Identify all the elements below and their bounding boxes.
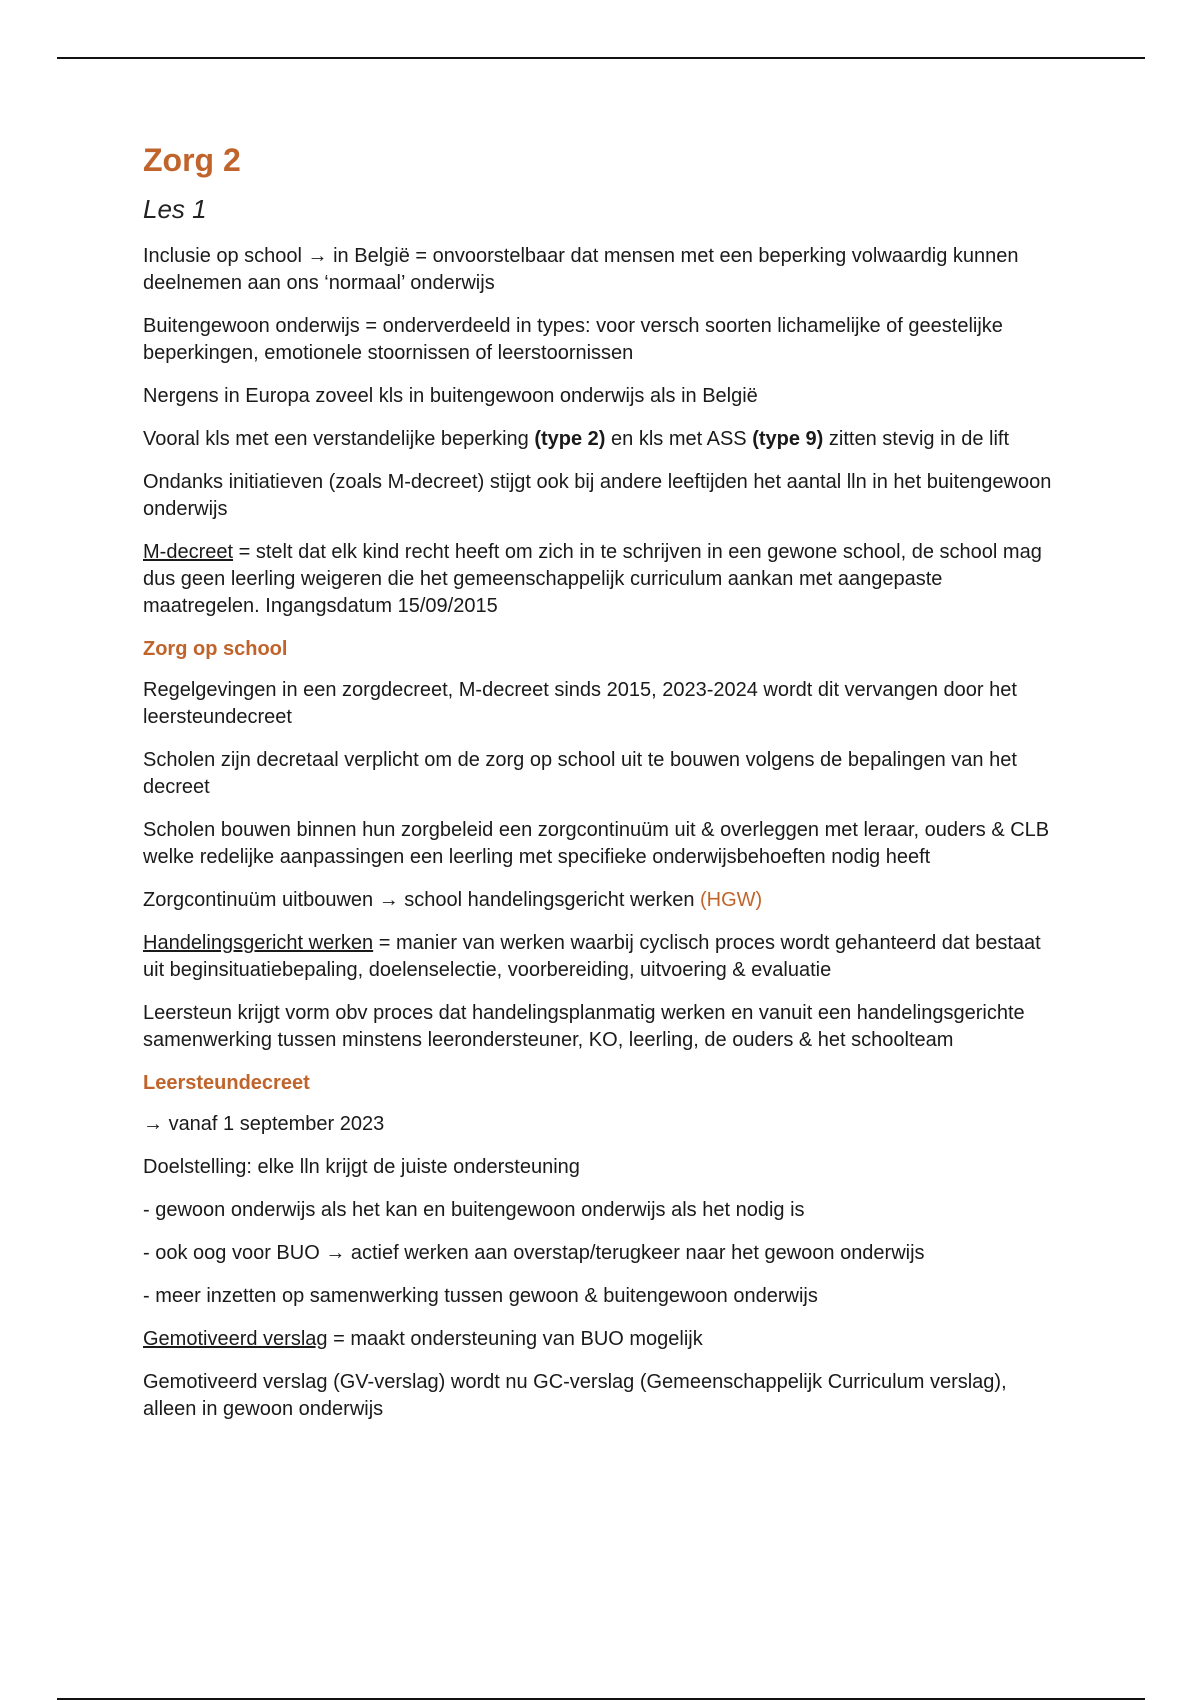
text: actief werken aan overstap/terugkeer naar het gewoon onderwijs [350, 1242, 925, 1264]
arrow-icon: → [143, 1113, 163, 1135]
paragraph-inclusie [143, 243, 1063, 297]
arrow-icon: → [325, 1242, 346, 1264]
list-item: - meer inzetten op samenwerking tussen gewoon & buitengewoon onderwijs [143, 1285, 818, 1307]
text: Vooral kls met een verstandelijke beperking [143, 428, 529, 450]
type-9-label: (type 9) [752, 428, 824, 450]
text: en kls met ASS [611, 428, 747, 450]
arrow-icon: → [378, 889, 399, 911]
text: Zorgcontinuüm uitbouwen [143, 889, 374, 911]
paragraph-gemotiveerd-verslag [143, 1326, 1063, 1353]
list-item [143, 1240, 1063, 1267]
list-item: - gewoon onderwijs als het kan en buitengewoon onderwijs als het nodig is [143, 1199, 805, 1221]
paragraph-gc-verslag: Gemotiveerd verslag (GV-verslag) wordt nu GC-verslag (Gemeenschappelijk Curriculum verslag), alleen in gewoon onderwijs [143, 1371, 1007, 1420]
text: = maakt ondersteuning van BUO mogelijk [333, 1328, 703, 1350]
document-title: Zorg 2 [143, 142, 241, 178]
term-gemotiveerd-verslag: Gemotiveerd verslag [143, 1328, 328, 1350]
text: - ook oog voor BUO [143, 1242, 320, 1264]
paragraph-m-decreet [143, 539, 1063, 620]
section-heading-zorg-op-school: Zorg op school [143, 638, 288, 660]
text: = stelt dat elk kind recht heeft om zich in te schrijven in een gewone school, de school mag dus geen leerling weigeren die het gemeenschappelijk curriculum aankan met aangepaste maatregelen. Ingangsdatum 15/09/2015 [143, 541, 1042, 617]
text: Inclusie op school [143, 245, 302, 267]
term-handelingsgericht-werken: Handelingsgericht werken [143, 932, 374, 954]
type-2-label: (type 2) [534, 428, 606, 450]
term-m-decreet: M-decreet [143, 541, 234, 563]
text: = manier van werken waarbij cyclisch proces wordt gehanteerd dat bestaat uit beginsituatiebepaling, doelenselectie, voorbereiding, uitvoering & evaluatie [143, 932, 1041, 981]
paragraph-zorgbeleid: Scholen bouwen binnen hun zorgbeleid een zorgcontinuüm uit & overleggen met leraar, ouders & CLB welke redelijke aanpassingen een leerling met specifieke onderwijsbehoeften nodig heeft [143, 819, 1050, 868]
document-body [143, 136, 1063, 1439]
paragraph-leersteun: Leersteun krijgt vorm obv proces dat handelingsplanmatig werken en vanuit een handelingsgerichte samenwerking tussen minstens leerondersteuner, KO, leerling, de ouders & het schoolteam [143, 1002, 1025, 1051]
hgw-abbreviation: (HGW) [700, 889, 763, 911]
arrow-icon: → [307, 245, 328, 267]
paragraph-vanaf [143, 1111, 1063, 1138]
paragraph-buitengewoon: Buitengewoon onderwijs = onderverdeeld in types: voor versch soorten lichamelijke of geestelijke beperkingen, emotionele stoornissen of leerstoornissen [143, 315, 1003, 364]
paragraph-scholen-verplicht: Scholen zijn decretaal verplicht om de zorg op school uit te bouwen volgens de bepalingen van het decreet [143, 749, 1017, 798]
paragraph-hgw [143, 930, 1063, 984]
paragraph-doelstelling: Doelstelling: elke lln krijgt de juiste ondersteuning [143, 1156, 580, 1178]
top-rule [57, 57, 1145, 59]
text: vanaf 1 september 2023 [168, 1113, 385, 1135]
text: zitten stevig in de lift [828, 428, 1009, 450]
text: school handelingsgericht werken [404, 889, 695, 911]
text: in België = onvoorstelbaar dat mensen met een beperking volwaardig kunnen deelnemen aan ons ‘normaal’ onderwijs [143, 245, 1019, 294]
paragraph-vooral [143, 426, 1063, 453]
paragraph-nergens: Nergens in Europa zoveel kls in buitengewoon onderwijs als in België [143, 385, 758, 407]
paragraph-zorgcontinuum [143, 887, 1063, 914]
lesson-heading: Les 1 [143, 194, 207, 224]
paragraph-ondanks: Ondanks initiatieven (zoals M-decreet) stijgt ook bij andere leeftijden het aantal lln in het buitengewoon onderwijs [143, 471, 1052, 520]
section-heading-leersteundecreet: Leersteundecreet [143, 1072, 310, 1094]
paragraph-regelgevingen: Regelgevingen in een zorgdecreet, M-decreet sinds 2015, 2023-2024 wordt dit vervangen door het leersteundecreet [143, 679, 1017, 728]
